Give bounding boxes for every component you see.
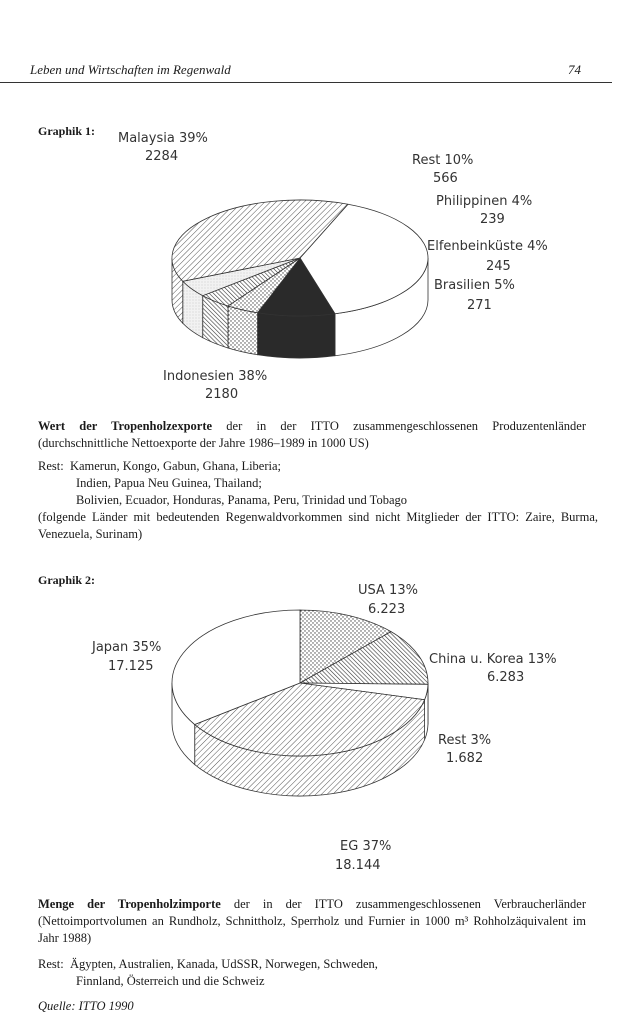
pie-side-wall (228, 306, 258, 355)
chart2-value-usa: 6.223 (368, 602, 406, 617)
chart2-rest-list (38, 956, 598, 990)
chart1-value-philippinen: 239 (480, 212, 505, 227)
chart1-label-elfenbeinkueste: Elfenbeinküste 4% (427, 239, 548, 254)
chart1-value-malaysia: 2284 (145, 149, 179, 164)
rest1-line: Kamerun, Kongo, Gabun, Ghana, Liberia; (69, 459, 282, 473)
chart2-value-eg: 18.144 (335, 858, 381, 873)
chart1-value-elfenbeinkueste: 245 (486, 259, 511, 274)
rest2-line: Finnland, Österreich und die Schweiz (76, 974, 265, 988)
rest2-line: Ägypten, Australien, Kanada, UdSSR, Norwegen, Schweden, (69, 957, 378, 971)
chart1-value-brasilien: 271 (467, 298, 492, 313)
chart2-svg (0, 578, 620, 878)
chart2-label-usa: USA 13% (358, 583, 418, 598)
chart1-value-rest: 566 (433, 171, 458, 186)
chart2-value-china-korea: 6.283 (487, 670, 525, 685)
header-rule (0, 82, 612, 83)
chart2-value-japan: 17.125 (108, 659, 154, 674)
chart2-value-rest: 1.682 (446, 751, 484, 766)
chart1-label-brasilien: Brasilien 5% (434, 278, 515, 293)
chart2-caption: Menge der Tropenholzimporte der in der ITTO zusammengeschlossenen Verbraucherländer (Nettoimportvolumen an Rundholz, Schnittholz, Sperrholz und Furnier in 1000 m³ Rohholzäquivalent im Jahr 1988) (38, 897, 586, 945)
rest1-line: Bolivien, Ecuador, Honduras, Panama, Peru, Trinidad und Tobago (76, 493, 407, 507)
pie-side-wall (258, 313, 335, 358)
chart1-pie (172, 200, 428, 358)
chart1-value-indonesien: 2180 (205, 387, 239, 402)
chart1-label-philippinen: Philippinen 4% (436, 194, 533, 209)
chart2-label-china-korea: China u. Korea 13% (429, 652, 557, 667)
chart1-label: Graphik 1: (38, 124, 96, 138)
chart1-svg (0, 110, 620, 410)
page-number: 74 (568, 62, 581, 77)
chart1-caption: Wert der Tropenholzexporte der in der ITTO zusammengeschlossenen Produzentenländer (durchschnittliche Nettoexporte der Jahre 1986–1989 in 1000 US) (38, 419, 586, 450)
chart2-label: Graphik 2: (38, 573, 96, 587)
rest1-note: (folgende Länder mit bedeutenden Regenwaldvorkommen sind nicht Mitglieder der ITTO: Zaire, Burma, Venezuela, Surinam) (38, 510, 598, 541)
chart1-label-rest: Rest 10% (412, 153, 474, 168)
rest1-line: Indien, Papua Neu Guinea, Thailand; (76, 476, 262, 490)
rest2-label: Rest: (38, 957, 64, 971)
chart1-rest-list (38, 458, 598, 543)
chart1-label-indonesien: Indonesien 38% (163, 369, 268, 384)
running-header-title: Leben und Wirtschaften im Regenwald (30, 62, 231, 77)
chart2-pie (172, 610, 428, 796)
source-note: Quelle: ITTO 1990 (38, 999, 134, 1013)
rest1-label: Rest: (38, 459, 64, 473)
chart1-label-malaysia: Malaysia 39% (118, 131, 208, 146)
chart2-label-eg: EG 37% (340, 839, 392, 854)
chart2-label-japan: Japan 35% (92, 640, 162, 655)
chart2-label-rest: Rest 3% (438, 733, 492, 748)
